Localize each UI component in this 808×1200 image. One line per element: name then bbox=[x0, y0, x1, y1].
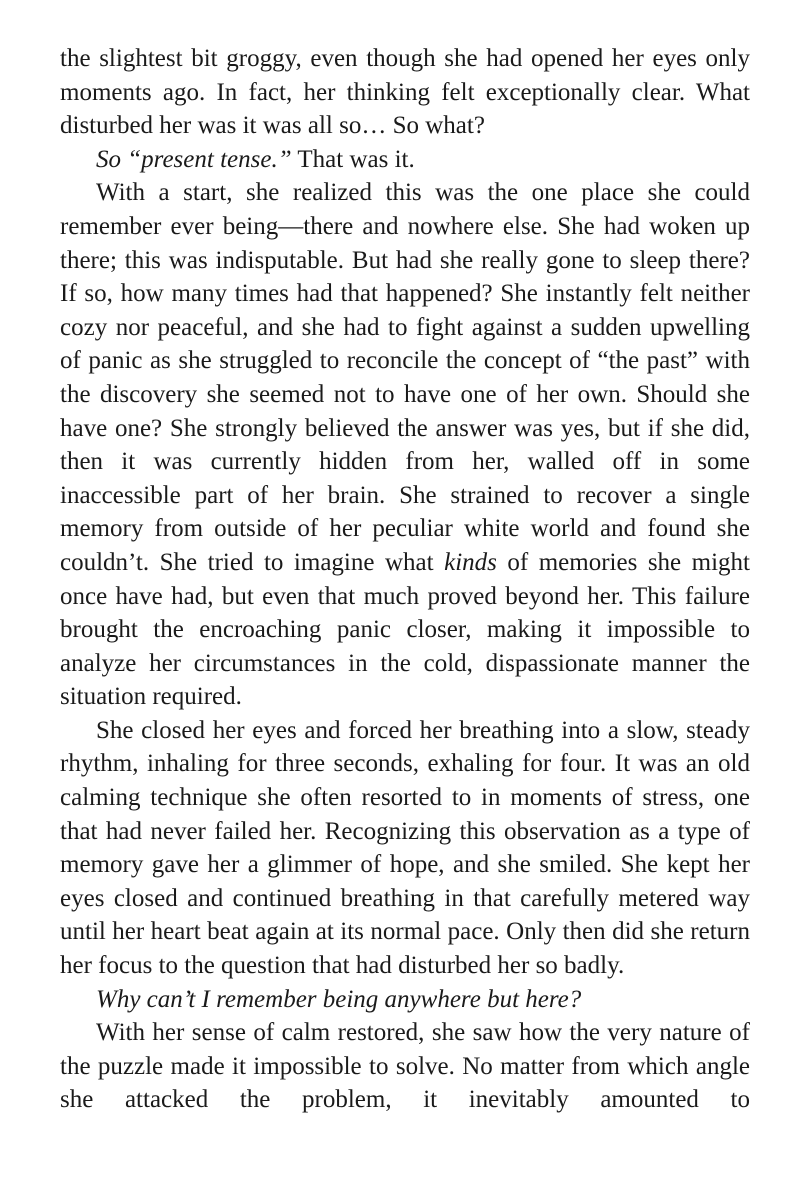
paragraph-5 bbox=[60, 983, 750, 1017]
paragraph-2-italic-phrase: So “present tense.” bbox=[96, 145, 292, 173]
paragraph-4-text: She closed her eyes and forced her breathing into a slow, steady rhythm, inhaling for three seconds, exhaling for four. It was an old calming technique she often resorted to in moments of stress, one that had never failed her. Recognizing this observation as a type of memory gave her a glimmer of hope, and she smiled. She kept her eyes closed and continued breathing in that carefully metered way until her heart beat again at its normal pace. Only then did she return her focus to the question that had disturbed her so badly. bbox=[60, 716, 750, 980]
paragraph-6-text: With her sense of calm restored, she saw how the very nature of the puzzle made it impossible to solve. No matter from which angle she attacked the problem, it inevitably amounted to bbox=[60, 1019, 750, 1114]
paragraph-6 bbox=[60, 1016, 750, 1117]
paragraph-2-text: That was it. bbox=[291, 145, 415, 173]
paragraph-1 bbox=[60, 42, 750, 143]
paragraph-3-text-b: of memories she might once have had, but even that much proved beyond her. This failure brought the encroaching panic closer, making it impossible to analyze her circumstances in the cold, dispassionate manner the situation required. bbox=[60, 548, 751, 711]
paragraph-5-italic-thought: Why can’t I remember being anywhere but here? bbox=[96, 985, 582, 1013]
paragraph-3-italic-word: kinds bbox=[444, 548, 497, 576]
paragraph-3 bbox=[60, 176, 750, 714]
paragraph-2 bbox=[60, 143, 750, 177]
paragraph-1-text: the slightest bit groggy, even though she had opened her eyes only moments ago. In fact, her thinking felt exceptionally clear. What disturbed her was it was all so… So what? bbox=[60, 45, 750, 140]
paragraph-4 bbox=[60, 714, 750, 983]
paragraph-3-text-a: With a start, she realized this was the one place she could remember ever being—there and nowhere else. She had woken up there; this was indisputable. But had she really gone to sleep there? If so, how many times had that happened? She instantly felt neither cozy nor peaceful, and she had to fight against a sudden upwelling of panic as she struggled to reconcile the concept of “the past” with the discovery she seemed not to have one of her own. Should she have one? She strongly believed the answer was yes, but if she did, then it was currently hidden from her, walled off in some inaccessible part of her brain. She strained to recover a single memory from outside of her peculiar white world and found she couldn’t. She tried to imagine what bbox=[60, 179, 750, 576]
